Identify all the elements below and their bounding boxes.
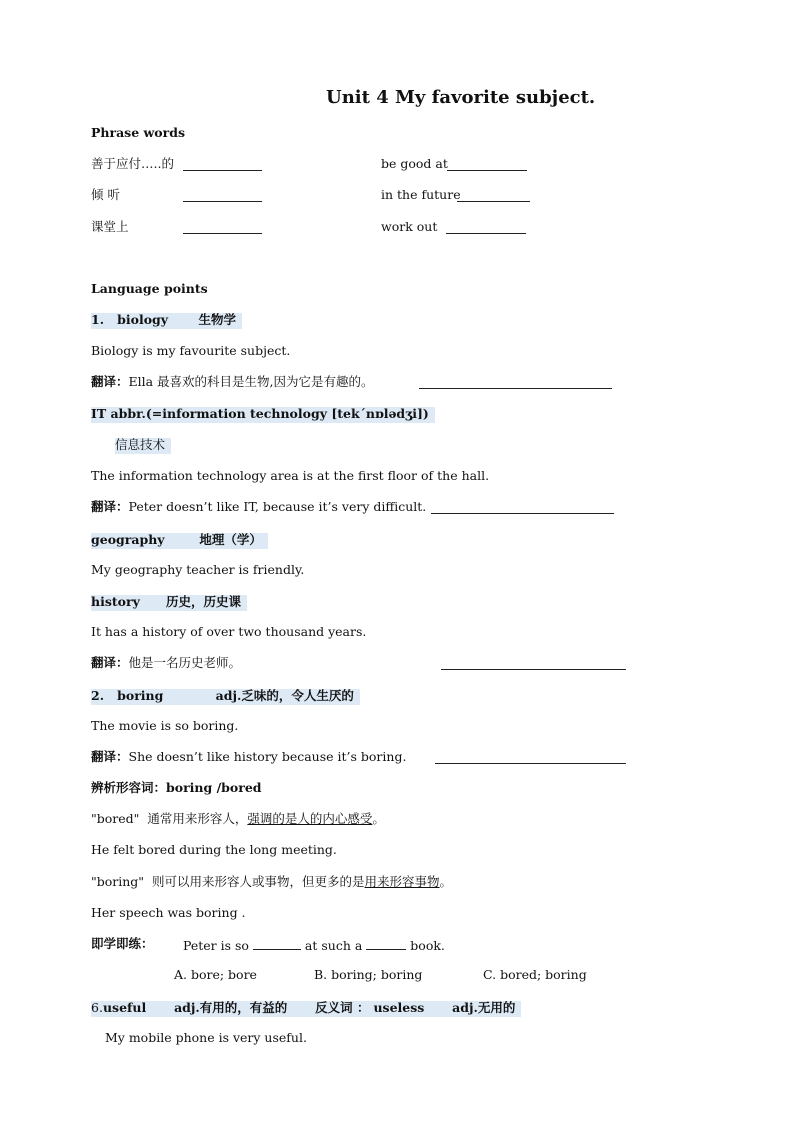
example-sentence: My geography teacher is friendly.: [91, 562, 305, 577]
vocab-word: biology: [117, 312, 169, 327]
phrase-en-2: in the future: [381, 187, 461, 202]
vocab-meaning: 地理（学）: [199, 532, 262, 547]
practice-q-part: at such a: [304, 938, 363, 953]
vocab-word: boring: [117, 688, 164, 703]
vocab-meaning: adj.有用的，有益的: [174, 1000, 288, 1015]
translate-item: [91, 751, 406, 764]
point-it-head: IT abbr.(=information technology [tek΄nɒlədʒi]): [91, 407, 435, 423]
translate-label: 翻译：: [91, 655, 129, 670]
vocab-meaning: 历史，历史课: [165, 594, 241, 609]
boring-desc-underline: 用来形容事物: [364, 874, 440, 889]
bored-desc-end: 。: [372, 811, 385, 826]
phrase-zh-2: 倾 听: [91, 187, 120, 202]
point-boring-head: [91, 689, 360, 705]
translate-text: Ella 最喜欢的科目是生物,因为它是有趣的。: [128, 374, 374, 389]
analysis-heading: 辨析形容词：boring /bored: [91, 780, 262, 795]
answer-blank[interactable]: [441, 658, 626, 670]
phrase-blank-zh-3[interactable]: [183, 222, 262, 234]
phrase-zh-3: 课堂上: [91, 219, 129, 234]
phrase-blank-en-1[interactable]: [447, 159, 527, 171]
boring-desc: 则可以用来形容人或事物，但更多的是: [152, 874, 365, 889]
antonym-meaning: adj.无用的: [452, 1000, 516, 1015]
phrase-en-1: be good at: [381, 156, 448, 171]
example-sentence: My mobile phone is very useful.: [105, 1030, 307, 1045]
phrase-heading: Phrase words: [91, 125, 185, 140]
translate-item: [91, 657, 241, 670]
practice-question: [183, 938, 445, 953]
bored-explanation: [91, 813, 385, 826]
example-sentence: He felt bored during the long meeting.: [91, 842, 337, 857]
practice-blank-1[interactable]: [253, 938, 301, 950]
vocab-word: useful: [102, 1000, 147, 1015]
phrase-zh-1: 善于应付…..的: [91, 156, 174, 171]
page-title: Unit 4 My favorite subject.: [326, 87, 596, 108]
translate-item: [91, 501, 426, 514]
vocab-word: geography: [91, 532, 165, 547]
phrase-blank-zh-1[interactable]: [183, 159, 262, 171]
bored-desc: 通常用来形容人，: [147, 811, 248, 826]
translate-label: 翻译：: [91, 749, 129, 764]
option-c[interactable]: C. bored; boring: [483, 967, 587, 982]
example-sentence: The information technology area is at the first floor of the hall.: [91, 468, 490, 483]
practice-q-part: Peter is so: [183, 938, 249, 953]
language-heading: Language points: [91, 281, 208, 296]
point-history-head: [91, 595, 247, 611]
antonym-label: 反义词 ：: [315, 1000, 370, 1015]
translate-text: 他是一名历史老师。: [128, 655, 242, 670]
example-sentence: The movie is so boring.: [91, 718, 239, 733]
practice-blank-2[interactable]: [366, 938, 406, 950]
practice-label: 即学即练：: [91, 936, 154, 951]
answer-blank[interactable]: [435, 752, 626, 764]
practice-q-part: book.: [410, 938, 445, 953]
vocab-meaning-it: 信息技术: [115, 438, 171, 454]
phrase-blank-en-2[interactable]: [457, 190, 530, 202]
point-geography-head: [91, 533, 268, 549]
answer-blank[interactable]: [419, 377, 612, 389]
boring-desc-end: 。: [439, 874, 453, 889]
boring-explanation: [91, 876, 452, 889]
example-sentence: It has a history of over two thousand years.: [91, 624, 367, 639]
point-number: 6.: [91, 1000, 103, 1015]
point-number: 2.: [91, 688, 105, 703]
example-sentence: Her speech was boring .: [91, 905, 246, 920]
phrase-blank-zh-2[interactable]: [183, 190, 262, 202]
vocab-meaning: 生物学: [198, 312, 237, 327]
boring-quote: "boring": [91, 874, 145, 889]
option-a[interactable]: A. bore; bore: [174, 967, 257, 982]
phrase-en-3: work out: [381, 219, 438, 234]
vocab-word: history: [91, 594, 140, 609]
translate-item: [91, 376, 374, 389]
vocab-meaning: adj.乏味的，令人生厌的: [215, 688, 354, 703]
phrase-blank-en-3[interactable]: [446, 222, 526, 234]
example-sentence: Biology is my favourite subject.: [91, 343, 291, 358]
bored-quote: "bored": [91, 811, 140, 826]
answer-blank[interactable]: [431, 502, 614, 514]
point-useful-head: [91, 1001, 521, 1017]
translate-text: She doesn’t like history because it’s boring.: [128, 749, 407, 764]
bored-desc-underline: 强调的是人的内心感受: [247, 811, 373, 826]
point-number: 1.: [91, 312, 105, 327]
antonym-word: useless: [373, 1000, 425, 1015]
translate-label: 翻译：: [91, 374, 129, 389]
point-biology-head: [91, 313, 242, 329]
translate-text: Peter doesn’t like IT, because it’s very difficult.: [128, 499, 427, 514]
translate-label: 翻译：: [91, 499, 129, 514]
option-b[interactable]: B. boring; boring: [314, 967, 423, 982]
